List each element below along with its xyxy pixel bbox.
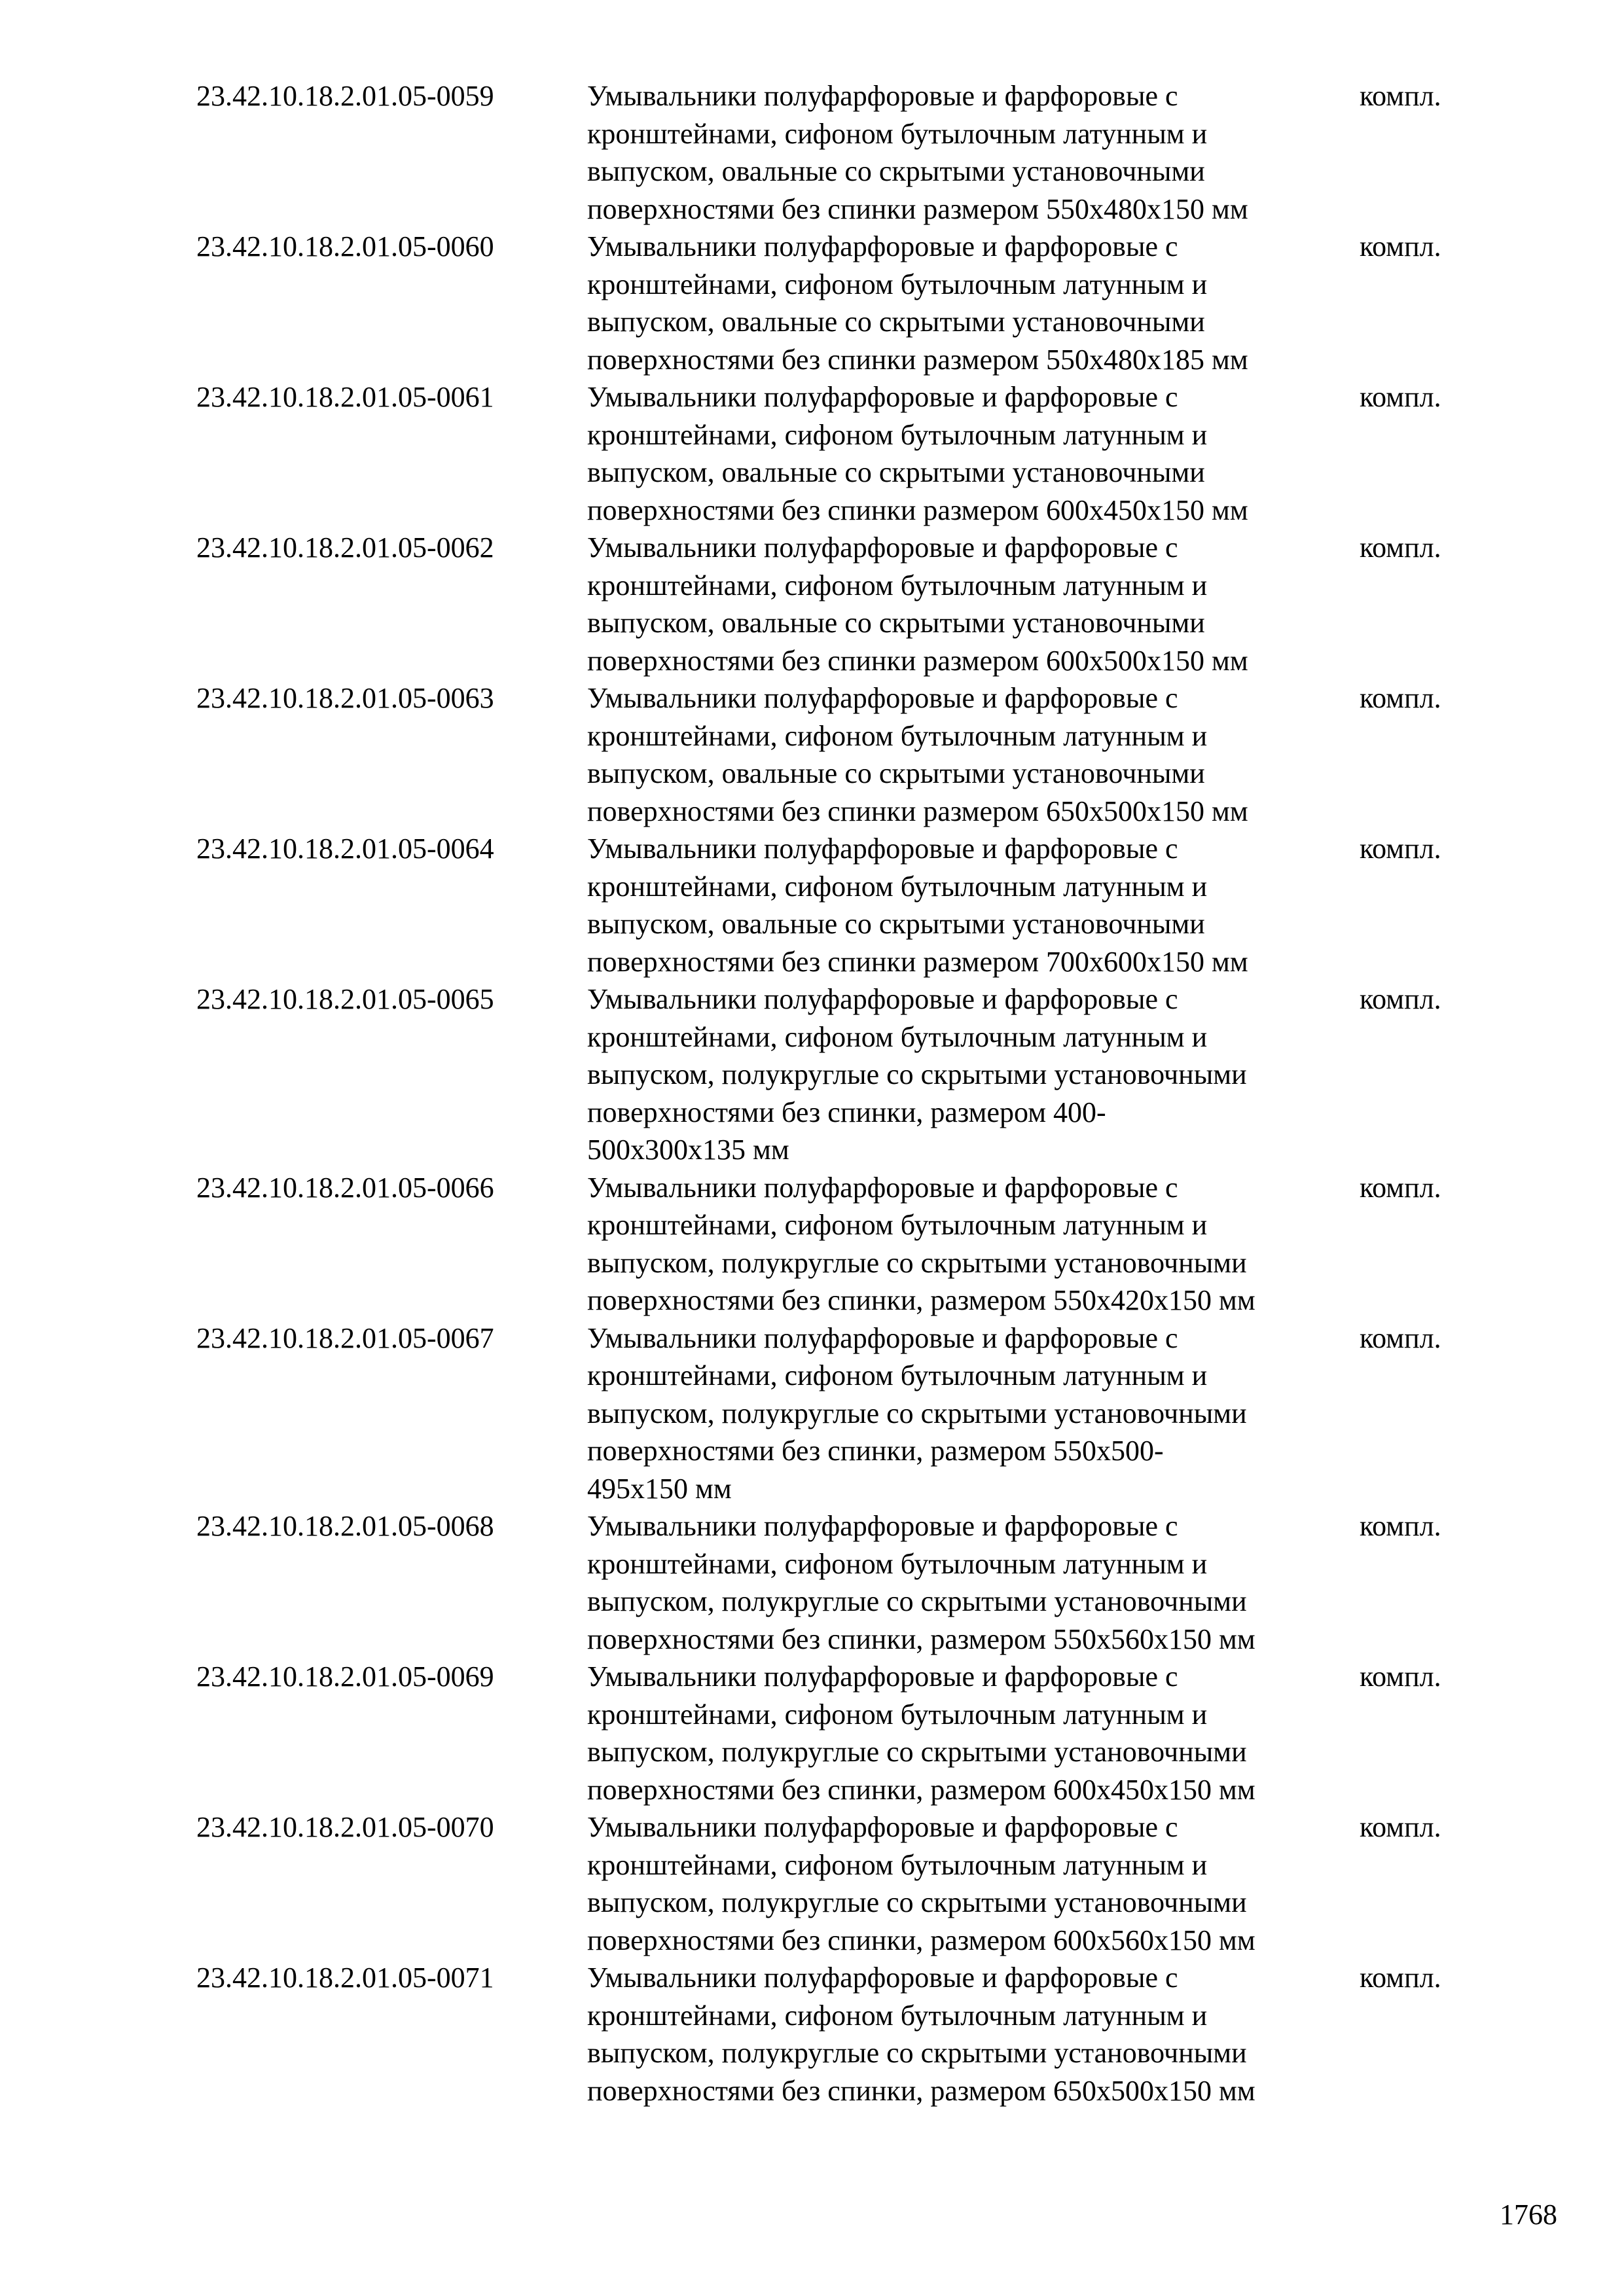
item-unit: компл. — [1360, 1811, 1441, 1843]
item-code: 23.42.10.18.2.01.05-0069 — [196, 1660, 494, 1693]
item-code: 23.42.10.18.2.01.05-0059 — [196, 80, 494, 112]
table-row — [196, 77, 1492, 228]
item-unit: компл. — [1360, 833, 1441, 865]
table-row — [196, 228, 1492, 378]
classifier-table — [196, 77, 1492, 2109]
table-row — [196, 1319, 1492, 1508]
item-code: 23.42.10.18.2.01.05-0061 — [196, 381, 494, 413]
item-unit: компл. — [1360, 1171, 1441, 1204]
table-row — [196, 1658, 1492, 1808]
item-description: Умывальники полуфарфоровые и фарфоровые с кронштейнами, сифоном бутылочным латунным и выпуском, полукруглые со скрытыми установочными поверхностями без спинки, размером 550х420х150 мм — [587, 1171, 1255, 1316]
item-unit: компл. — [1360, 1321, 1441, 1354]
item-unit: компл. — [1360, 983, 1441, 1015]
item-description: Умывальники полуфарфоровые и фарфоровые с кронштейнами, сифоном бутылочным латунным и выпуском, овальные со скрытыми установочными поверхностями без спинки размером 600х450х150 мм — [587, 381, 1248, 526]
item-unit: компл. — [1360, 682, 1441, 714]
item-description: Умывальники полуфарфоровые и фарфоровые с кронштейнами, сифоном бутылочным латунным и выпуском, овальные со скрытыми установочными поверхностями без спинки размером 550х480х185 мм — [587, 230, 1248, 376]
table-row — [196, 830, 1492, 980]
page-number: 1768 — [1500, 2198, 1557, 2231]
item-description: Умывальники полуфарфоровые и фарфоровые с кронштейнами, сифоном бутылочным латунным и выпуском, полукруглые со скрытыми установочными поверхностями без спинки, размером 650х500х150 мм — [587, 1962, 1255, 2107]
item-description: Умывальники полуфарфоровые и фарфоровые с кронштейнами, сифоном бутылочным латунным и выпуском, полукруглые со скрытыми установочными поверхностями без спинки, размером 400- 500х300х135 мм — [587, 983, 1247, 1166]
item-code: 23.42.10.18.2.01.05-0071 — [196, 1962, 494, 1994]
item-unit: компл. — [1360, 1510, 1441, 1542]
item-code: 23.42.10.18.2.01.05-0062 — [196, 531, 494, 564]
item-unit: компл. — [1360, 381, 1441, 413]
table-row — [196, 1169, 1492, 1319]
item-description: Умывальники полуфарфоровые и фарфоровые с кронштейнами, сифоном бутылочным латунным и выпуском, овальные со скрытыми установочными поверхностями без спинки размером 650х500х150 мм — [587, 682, 1248, 827]
item-description: Умывальники полуфарфоровые и фарфоровые с кронштейнами, сифоном бутылочным латунным и выпуском, полукруглые со скрытыми установочными поверхностями без спинки, размером 550х560х150 мм — [587, 1510, 1255, 1655]
item-unit: компл. — [1360, 230, 1441, 262]
item-unit: компл. — [1360, 80, 1441, 112]
item-description: Умывальники полуфарфоровые и фарфоровые с кронштейнами, сифоном бутылочным латунным и выпуском, овальные со скрытыми установочными поверхностями без спинки размером 600х500х150 мм — [587, 531, 1248, 677]
table-row — [196, 1959, 1492, 2109]
item-description: Умывальники полуфарфоровые и фарфоровые с кронштейнами, сифоном бутылочным латунным и выпуском, овальные со скрытыми установочными поверхностями без спинки размером 700х600х150 мм — [587, 833, 1248, 978]
table-row — [196, 529, 1492, 679]
item-description: Умывальники полуфарфоровые и фарфоровые с кронштейнами, сифоном бутылочным латунным и выпуском, полукруглые со скрытыми установочными поверхностями без спинки, размером 550х500- 495х150 мм — [587, 1321, 1247, 1505]
item-code: 23.42.10.18.2.01.05-0060 — [196, 230, 494, 262]
item-code: 23.42.10.18.2.01.05-0065 — [196, 983, 494, 1015]
table-row — [196, 1808, 1492, 1959]
item-description: Умывальники полуфарфоровые и фарфоровые с кронштейнами, сифоном бутылочным латунным и выпуском, овальные со скрытыми установочными поверхностями без спинки размером 550х480х150 мм — [587, 80, 1248, 225]
item-code: 23.42.10.18.2.01.05-0067 — [196, 1321, 494, 1354]
table-row — [196, 1507, 1492, 1658]
item-description: Умывальники полуфарфоровые и фарфоровые с кронштейнами, сифоном бутылочным латунным и выпуском, полукруглые со скрытыми установочными поверхностями без спинки, размером 600х560х150 мм — [587, 1811, 1255, 1956]
item-description: Умывальники полуфарфоровые и фарфоровые с кронштейнами, сифоном бутылочным латунным и выпуском, полукруглые со скрытыми установочными поверхностями без спинки, размером 600х450х150 мм — [587, 1660, 1255, 1806]
table-row — [196, 679, 1492, 830]
item-code: 23.42.10.18.2.01.05-0063 — [196, 682, 494, 714]
item-unit: компл. — [1360, 1660, 1441, 1693]
item-code: 23.42.10.18.2.01.05-0064 — [196, 833, 494, 865]
item-unit: компл. — [1360, 531, 1441, 564]
table-row — [196, 378, 1492, 529]
item-unit: компл. — [1360, 1962, 1441, 1994]
item-code: 23.42.10.18.2.01.05-0068 — [196, 1510, 494, 1542]
item-code: 23.42.10.18.2.01.05-0066 — [196, 1171, 494, 1204]
table-row — [196, 980, 1492, 1169]
item-code: 23.42.10.18.2.01.05-0070 — [196, 1811, 494, 1843]
